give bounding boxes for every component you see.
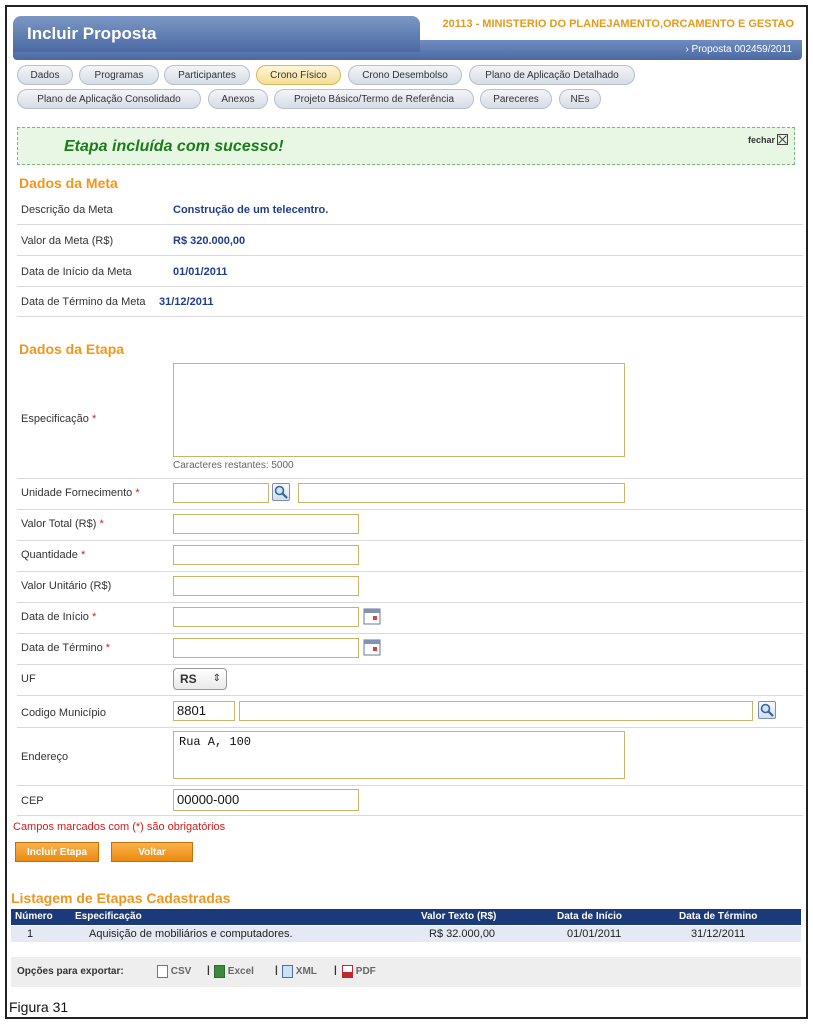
data-termino-calendar-button[interactable] (363, 638, 381, 661)
valor-total-label: Valor Total (R$) * (21, 518, 104, 530)
search-icon (759, 702, 775, 718)
meta-descricao-label: Descrição da Meta (21, 204, 113, 216)
table-header (11, 909, 801, 925)
etapa-section-title: Dados da Etapa (19, 341, 125, 357)
divider (17, 727, 803, 728)
table-cell: 1 (27, 928, 34, 940)
screenshot-frame (5, 5, 808, 1019)
meta-inicio-label: Data de Início da Meta (21, 266, 132, 278)
voltar-button[interactable]: Voltar (111, 842, 193, 862)
uf-label: UF (21, 673, 36, 685)
endereco-value: Rua A, 100 (179, 735, 252, 749)
valor-unitario-input[interactable] (173, 576, 359, 596)
close-icon (777, 134, 788, 145)
tab-anexos[interactable]: Anexos (208, 89, 268, 109)
excel-file-icon (214, 965, 225, 978)
data-termino-label: Data de Término * (21, 642, 111, 654)
xml-file-icon (282, 965, 293, 978)
calendar-icon (363, 607, 381, 625)
divider (17, 509, 803, 510)
tab-projeto-basico[interactable]: Projeto Básico/Termo de Referência (274, 89, 474, 109)
column-header: Número (15, 911, 53, 922)
figure-caption: Figura 31 (9, 999, 69, 1015)
pdf-file-icon (342, 965, 353, 978)
data-inicio-calendar-button[interactable] (363, 607, 381, 630)
page-title: Incluir Proposta (13, 16, 420, 52)
proposal-number: › Proposta 002459/2011 (685, 44, 792, 55)
required-note: Campos marcados com (*) são obrigatórios (13, 821, 226, 833)
column-header: Valor Texto (R$) (421, 911, 497, 922)
valor-total-input[interactable] (173, 514, 359, 534)
tab-plano-detalhado[interactable]: Plano de Aplicação Detalhado (469, 65, 635, 85)
tab-dados[interactable]: Dados (17, 65, 73, 85)
unidade-description-input[interactable] (298, 483, 625, 503)
tab-participantes[interactable]: Participantes (164, 65, 250, 85)
divider (17, 602, 803, 603)
data-inicio-label: Data de Início * (21, 611, 97, 623)
meta-inicio-value: 01/01/2011 (173, 266, 228, 278)
export-pdf-link[interactable]: PDF (342, 965, 376, 978)
column-header: Especificação (75, 911, 142, 922)
divider (17, 815, 803, 816)
tab-nes[interactable]: NEs (559, 89, 601, 109)
export-csv-link[interactable]: CSV (157, 965, 191, 978)
listagem-title: Listagem de Etapas Cadastradas (11, 890, 231, 906)
close-label: fechar (747, 134, 775, 145)
search-icon (273, 484, 289, 500)
endereco-label: Endereço (21, 751, 69, 763)
unidade-search-button[interactable] (272, 483, 290, 501)
municipio-search-button[interactable] (758, 701, 776, 719)
cep-input[interactable]: 00000-000 (173, 789, 359, 811)
divider (17, 316, 803, 317)
column-header: Data de Início (557, 911, 623, 922)
meta-section-title: Dados da Meta (19, 175, 118, 191)
unidade-label: Unidade Fornecimento * (21, 487, 140, 499)
divider (17, 695, 803, 696)
tab-crono-fisico[interactable]: Crono Físico (256, 65, 341, 85)
table-cell: R$ 32.000,00 (429, 928, 496, 940)
table-row[interactable] (11, 926, 801, 942)
tab-pareceres[interactable]: Pareceres (480, 89, 552, 109)
especificacao-label: Especificação * (21, 413, 97, 425)
divider (17, 633, 803, 634)
csv-file-icon (157, 965, 168, 978)
export-xml-link[interactable]: XML (282, 965, 317, 978)
success-message-box (17, 127, 795, 165)
meta-valor-value: R$ 320.000,00 (173, 235, 246, 247)
divider (17, 785, 803, 786)
uf-selected-value: RS (180, 672, 197, 686)
organization-name: 20113 - MINISTERIO DO PLANEJAMENTO,ORCAMENTO E GESTAO (442, 18, 794, 30)
especificacao-textarea[interactable] (173, 363, 625, 457)
separator: | (334, 965, 337, 976)
divider (17, 664, 803, 665)
table-cell: 01/01/2011 (567, 928, 622, 940)
meta-valor-label: Valor da Meta (R$) (21, 235, 114, 247)
data-inicio-input[interactable] (173, 607, 359, 627)
tab-plano-consolidado[interactable]: Plano de Aplicação Consolidado (17, 89, 201, 109)
close-message-button[interactable] (748, 134, 788, 145)
data-termino-input[interactable] (173, 638, 359, 658)
divider (17, 286, 803, 287)
separator: | (207, 965, 210, 976)
export-excel-link[interactable]: Excel (214, 965, 254, 978)
quantidade-label: Quantidade * (21, 549, 86, 561)
valor-unitario-label: Valor Unitário (R$) (21, 580, 112, 592)
municipio-code-input[interactable]: 8801 (173, 701, 235, 721)
municipio-label: Codigo Município (21, 707, 106, 719)
municipio-name-input[interactable] (239, 701, 753, 721)
meta-descricao-value: Construção de um telecentro. (173, 204, 329, 216)
divider (17, 255, 803, 256)
quantidade-input[interactable] (173, 545, 359, 565)
tab-programas[interactable]: Programas (79, 65, 159, 85)
incluir-etapa-button[interactable]: Incluir Etapa (15, 842, 99, 862)
uf-select[interactable] (173, 668, 227, 690)
tab-crono-desembolso[interactable]: Crono Desembolso (348, 65, 462, 85)
export-label: Opções para exportar: (17, 966, 124, 977)
divider (17, 478, 803, 479)
success-message: Etapa incluída com sucesso! (64, 138, 284, 155)
unidade-code-input[interactable] (173, 483, 269, 503)
table-cell: 31/12/2011 (691, 928, 746, 940)
cep-label: CEP (21, 795, 44, 807)
table-cell: Aquisição de mobiliários e computadores. (89, 928, 293, 940)
divider (17, 571, 803, 572)
meta-termino-value: 31/12/2011 (159, 296, 214, 308)
column-header: Data de Término (679, 911, 758, 922)
select-arrows-icon: ⇕ (212, 673, 221, 684)
divider (17, 224, 803, 225)
chars-remaining: Caracteres restantes: 5000 (173, 460, 294, 471)
export-bar (11, 957, 801, 987)
endereco-textarea[interactable] (173, 731, 625, 779)
calendar-icon (363, 638, 381, 656)
divider (17, 540, 803, 541)
meta-termino-label: Data de Término da Meta (21, 296, 146, 308)
separator: | (275, 965, 278, 976)
